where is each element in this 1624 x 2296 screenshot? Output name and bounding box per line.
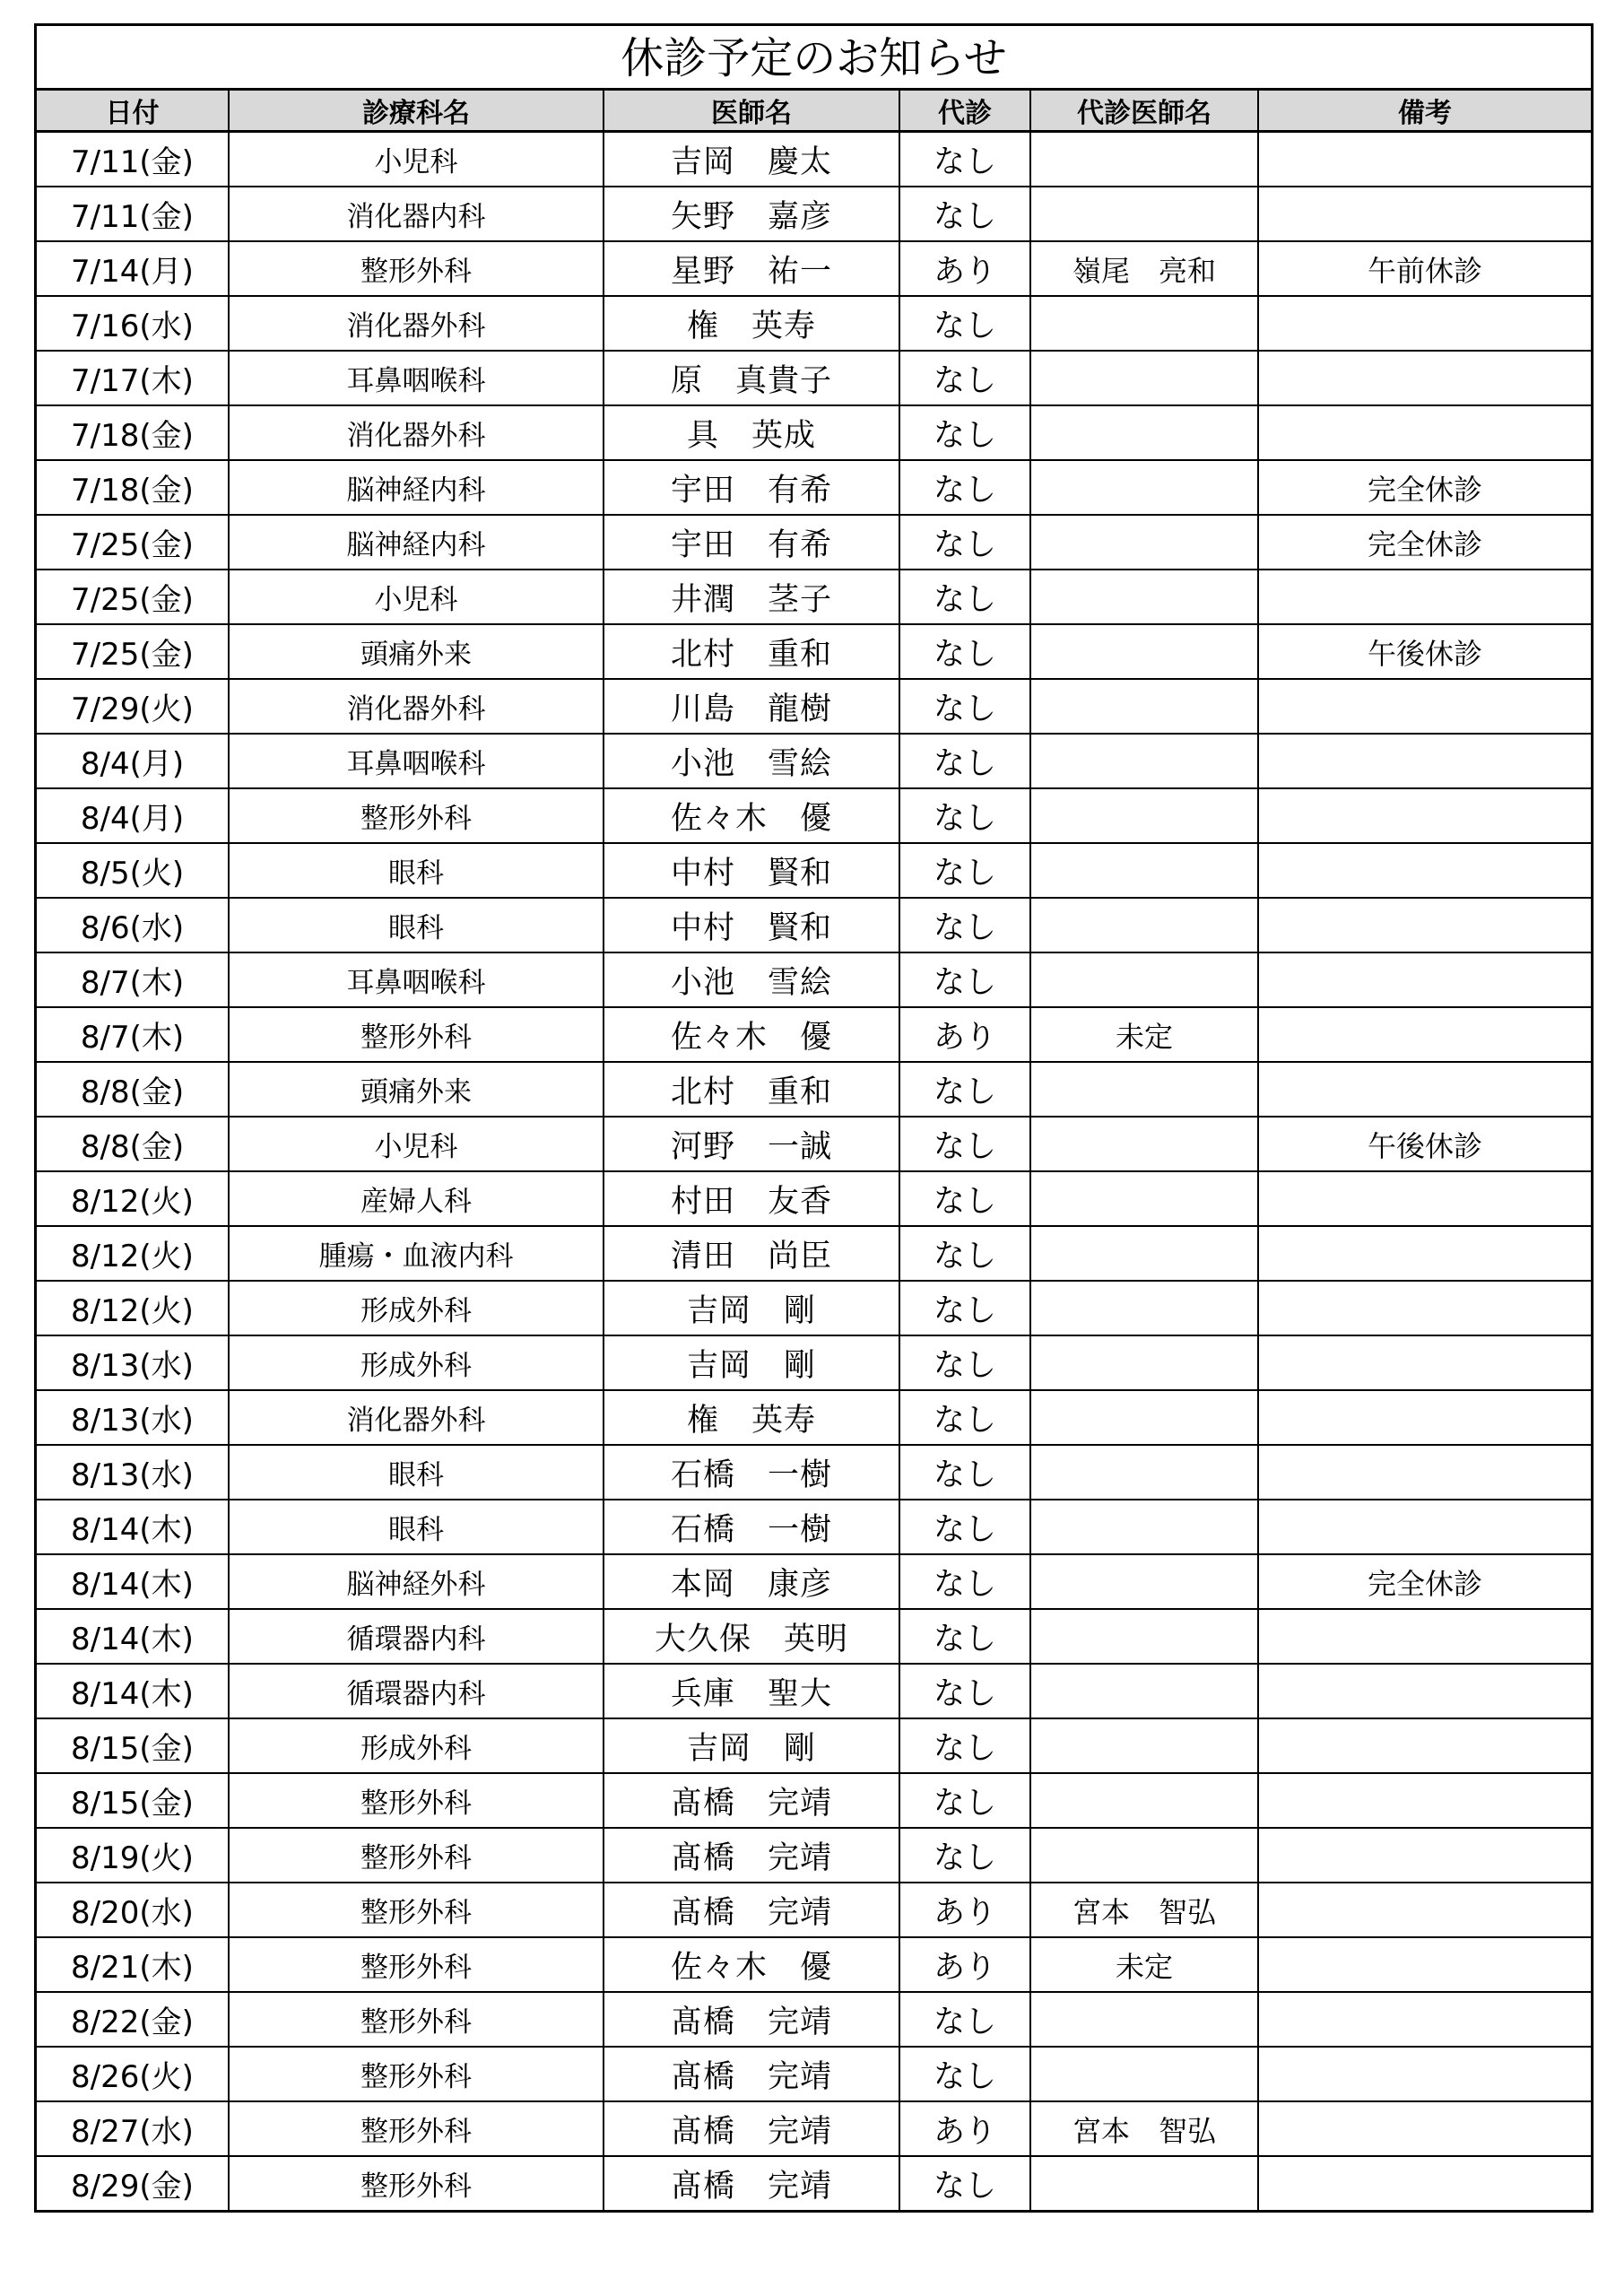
remarks-cell: 午後休診 <box>1258 1117 1591 1171</box>
date-cell: 7/17(木) <box>37 351 229 405</box>
table-row <box>37 1226 1591 1281</box>
department-cell: 整形外科 <box>229 1992 604 2047</box>
remarks-cell: 午後休診 <box>1258 624 1591 679</box>
substitute-cell: なし <box>899 1500 1030 1554</box>
date-cell: 8/13(水) <box>37 1390 229 1445</box>
date-cell: 8/4(月) <box>37 788 229 843</box>
substitute-cell: なし <box>899 788 1030 843</box>
table-row <box>37 1445 1591 1500</box>
date-cell: 8/26(火) <box>37 2047 229 2101</box>
remarks-cell: 午前休診 <box>1258 241 1591 296</box>
table-row <box>37 351 1591 405</box>
date-cell: 8/14(木) <box>37 1500 229 1554</box>
closure-notice-sheet <box>34 23 1594 2213</box>
date-cell: 7/14(月) <box>37 241 229 296</box>
department-cell: 頭痛外来 <box>229 1062 604 1117</box>
substitute-doctor-cell <box>1030 1062 1258 1117</box>
remarks-cell <box>1258 296 1591 351</box>
substitute-doctor-cell: 宮本 智弘 <box>1030 2101 1258 2156</box>
date-cell: 7/25(金) <box>37 570 229 624</box>
table-row <box>37 2101 1591 2156</box>
doctor-cell: 吉岡 剛 <box>604 1281 899 1335</box>
substitute-doctor-cell <box>1030 1718 1258 1773</box>
table-row <box>37 405 1591 460</box>
date-cell: 8/6(水) <box>37 898 229 952</box>
department-cell: 産婦人科 <box>229 1171 604 1226</box>
substitute-cell: なし <box>899 2047 1030 2101</box>
substitute-cell: なし <box>899 1828 1030 1883</box>
substitute-cell: なし <box>899 1390 1030 1445</box>
date-cell: 8/12(火) <box>37 1171 229 1226</box>
substitute-doctor-cell <box>1030 2156 1258 2210</box>
remarks-cell: 完全休診 <box>1258 515 1591 570</box>
remarks-cell <box>1258 679 1591 734</box>
remarks-cell <box>1258 1773 1591 1828</box>
substitute-doctor-cell <box>1030 132 1258 187</box>
substitute-cell: なし <box>899 679 1030 734</box>
department-cell: 眼科 <box>229 1445 604 1500</box>
department-cell: 整形外科 <box>229 1773 604 1828</box>
department-cell: 整形外科 <box>229 1883 604 1937</box>
department-cell: 小児科 <box>229 1117 604 1171</box>
remarks-cell <box>1258 1664 1591 1718</box>
substitute-doctor-cell <box>1030 405 1258 460</box>
substitute-doctor-cell <box>1030 1171 1258 1226</box>
doctor-cell: 清田 尚臣 <box>604 1226 899 1281</box>
remarks-cell <box>1258 1062 1591 1117</box>
table-row <box>37 679 1591 734</box>
department-cell: 消化器外科 <box>229 296 604 351</box>
substitute-cell: なし <box>899 515 1030 570</box>
date-cell: 8/20(水) <box>37 1883 229 1937</box>
date-cell: 7/29(火) <box>37 679 229 734</box>
table-row <box>37 296 1591 351</box>
substitute-cell: なし <box>899 460 1030 515</box>
table-row <box>37 898 1591 952</box>
table-row <box>37 1937 1591 1992</box>
substitute-doctor-cell <box>1030 624 1258 679</box>
doctor-cell: 中村 賢和 <box>604 843 899 898</box>
doctor-cell: 髙橋 完靖 <box>604 1883 899 1937</box>
remarks-cell <box>1258 1718 1591 1773</box>
substitute-cell: なし <box>899 843 1030 898</box>
substitute-doctor-cell <box>1030 1828 1258 1883</box>
date-cell: 8/29(金) <box>37 2156 229 2210</box>
doctor-cell: 北村 重和 <box>604 1062 899 1117</box>
table-row <box>37 1281 1591 1335</box>
table-row <box>37 1828 1591 1883</box>
remarks-cell <box>1258 1281 1591 1335</box>
table-row <box>37 1773 1591 1828</box>
substitute-doctor-cell <box>1030 843 1258 898</box>
substitute-cell: なし <box>899 1773 1030 1828</box>
doctor-cell: 小池 雪絵 <box>604 952 899 1007</box>
substitute-doctor-cell <box>1030 898 1258 952</box>
substitute-doctor-cell <box>1030 1117 1258 1171</box>
doctor-cell: 髙橋 完靖 <box>604 2156 899 2210</box>
substitute-doctor-cell <box>1030 2047 1258 2101</box>
remarks-cell <box>1258 1937 1591 1992</box>
substitute-doctor-cell <box>1030 788 1258 843</box>
department-cell: 消化器外科 <box>229 405 604 460</box>
doctor-cell: 具 英成 <box>604 405 899 460</box>
date-cell: 8/14(木) <box>37 1609 229 1664</box>
department-cell: 消化器内科 <box>229 187 604 241</box>
doctor-cell: 髙橋 完靖 <box>604 1992 899 2047</box>
department-cell: 眼科 <box>229 898 604 952</box>
substitute-cell: なし <box>899 1718 1030 1773</box>
doctor-cell: 北村 重和 <box>604 624 899 679</box>
substitute-doctor-cell <box>1030 1500 1258 1554</box>
remarks-cell <box>1258 1226 1591 1281</box>
department-cell: 整形外科 <box>229 1937 604 1992</box>
remarks-cell <box>1258 843 1591 898</box>
table-row <box>37 952 1591 1007</box>
table-row <box>37 570 1591 624</box>
remarks-cell: 完全休診 <box>1258 1554 1591 1609</box>
table-row <box>37 1171 1591 1226</box>
remarks-cell <box>1258 1609 1591 1664</box>
doctor-cell: 宇田 有希 <box>604 460 899 515</box>
doctor-cell: 川島 龍樹 <box>604 679 899 734</box>
date-cell: 8/12(火) <box>37 1281 229 1335</box>
substitute-cell: なし <box>899 952 1030 1007</box>
substitute-cell: なし <box>899 624 1030 679</box>
date-cell: 8/4(月) <box>37 734 229 788</box>
table-row <box>37 1500 1591 1554</box>
doctor-cell: 石橋 一樹 <box>604 1445 899 1500</box>
doctor-cell: 吉岡 剛 <box>604 1718 899 1773</box>
doctor-cell: 権 英寿 <box>604 1390 899 1445</box>
department-cell: 整形外科 <box>229 2047 604 2101</box>
department-cell: 耳鼻咽喉科 <box>229 351 604 405</box>
date-cell: 8/21(木) <box>37 1937 229 1992</box>
header-department: 診療科名 <box>229 91 604 132</box>
table-row <box>37 1335 1591 1390</box>
department-cell: 耳鼻咽喉科 <box>229 734 604 788</box>
doctor-cell: 佐々木 優 <box>604 1007 899 1062</box>
schedule-table <box>37 91 1591 2210</box>
date-cell: 8/12(火) <box>37 1226 229 1281</box>
substitute-cell: あり <box>899 1007 1030 1062</box>
remarks-cell <box>1258 132 1591 187</box>
substitute-cell: なし <box>899 570 1030 624</box>
substitute-cell: なし <box>899 1171 1030 1226</box>
substitute-doctor-cell <box>1030 1609 1258 1664</box>
substitute-doctor-cell <box>1030 1554 1258 1609</box>
department-cell: 整形外科 <box>229 1007 604 1062</box>
substitute-doctor-cell <box>1030 187 1258 241</box>
substitute-cell: あり <box>899 1883 1030 1937</box>
substitute-doctor-cell <box>1030 1390 1258 1445</box>
header-substitute: 代診 <box>899 91 1030 132</box>
department-cell: 循環器内科 <box>229 1609 604 1664</box>
date-cell: 8/7(木) <box>37 952 229 1007</box>
remarks-cell <box>1258 1828 1591 1883</box>
date-cell: 7/25(金) <box>37 624 229 679</box>
remarks-cell <box>1258 1390 1591 1445</box>
table-row <box>37 1664 1591 1718</box>
date-cell: 8/19(火) <box>37 1828 229 1883</box>
table-row <box>37 1007 1591 1062</box>
doctor-cell: 星野 祐一 <box>604 241 899 296</box>
remarks-cell <box>1258 952 1591 1007</box>
table-row <box>37 187 1591 241</box>
substitute-cell: あり <box>899 241 1030 296</box>
substitute-cell: なし <box>899 1062 1030 1117</box>
table-row <box>37 515 1591 570</box>
remarks-cell <box>1258 788 1591 843</box>
substitute-cell: なし <box>899 898 1030 952</box>
remarks-cell <box>1258 1007 1591 1062</box>
table-row <box>37 2047 1591 2101</box>
table-row <box>37 1390 1591 1445</box>
substitute-doctor-cell <box>1030 1335 1258 1390</box>
department-cell: 整形外科 <box>229 1828 604 1883</box>
date-cell: 8/14(木) <box>37 1554 229 1609</box>
doctor-cell: 小池 雪絵 <box>604 734 899 788</box>
substitute-doctor-cell <box>1030 1664 1258 1718</box>
table-header-row <box>37 91 1591 132</box>
remarks-cell <box>1258 187 1591 241</box>
substitute-doctor-cell <box>1030 1445 1258 1500</box>
department-cell: 小児科 <box>229 570 604 624</box>
table-row <box>37 2156 1591 2210</box>
department-cell: 形成外科 <box>229 1335 604 1390</box>
substitute-cell: なし <box>899 1281 1030 1335</box>
doctor-cell: 兵庫 聖大 <box>604 1664 899 1718</box>
remarks-cell <box>1258 2101 1591 2156</box>
department-cell: 循環器内科 <box>229 1664 604 1718</box>
table-row <box>37 460 1591 515</box>
date-cell: 8/22(金) <box>37 1992 229 2047</box>
remarks-cell: 完全休診 <box>1258 460 1591 515</box>
substitute-cell: なし <box>899 351 1030 405</box>
substitute-doctor-cell <box>1030 570 1258 624</box>
doctor-cell: 石橋 一樹 <box>604 1500 899 1554</box>
remarks-cell <box>1258 1445 1591 1500</box>
substitute-doctor-cell <box>1030 296 1258 351</box>
table-body <box>37 132 1591 2211</box>
substitute-cell: なし <box>899 1445 1030 1500</box>
doctor-cell: 宇田 有希 <box>604 515 899 570</box>
substitute-cell: なし <box>899 1664 1030 1718</box>
department-cell: 消化器外科 <box>229 1390 604 1445</box>
remarks-cell <box>1258 405 1591 460</box>
substitute-cell: なし <box>899 1554 1030 1609</box>
department-cell: 脳神経内科 <box>229 460 604 515</box>
substitute-cell: なし <box>899 1609 1030 1664</box>
department-cell: 腫瘍・血液内科 <box>229 1226 604 1281</box>
remarks-cell <box>1258 1992 1591 2047</box>
department-cell: 頭痛外来 <box>229 624 604 679</box>
substitute-doctor-cell <box>1030 1226 1258 1281</box>
date-cell: 7/25(金) <box>37 515 229 570</box>
substitute-cell: あり <box>899 1937 1030 1992</box>
substitute-doctor-cell: 宮本 智弘 <box>1030 1883 1258 1937</box>
doctor-cell: 大久保 英明 <box>604 1609 899 1664</box>
department-cell: 耳鼻咽喉科 <box>229 952 604 1007</box>
date-cell: 7/18(金) <box>37 405 229 460</box>
substitute-doctor-cell <box>1030 1992 1258 2047</box>
table-row <box>37 1883 1591 1937</box>
date-cell: 8/15(金) <box>37 1773 229 1828</box>
date-cell: 8/15(金) <box>37 1718 229 1773</box>
table-row <box>37 132 1591 187</box>
date-cell: 8/27(水) <box>37 2101 229 2156</box>
remarks-cell <box>1258 570 1591 624</box>
table-row <box>37 1718 1591 1773</box>
substitute-cell: なし <box>899 405 1030 460</box>
doctor-cell: 権 英寿 <box>604 296 899 351</box>
remarks-cell <box>1258 1883 1591 1937</box>
doctor-cell: 原 真貴子 <box>604 351 899 405</box>
department-cell: 脳神経外科 <box>229 1554 604 1609</box>
remarks-cell <box>1258 2047 1591 2101</box>
department-cell: 整形外科 <box>229 2101 604 2156</box>
substitute-cell: なし <box>899 734 1030 788</box>
date-cell: 7/11(金) <box>37 132 229 187</box>
remarks-cell <box>1258 1335 1591 1390</box>
substitute-cell: なし <box>899 2156 1030 2210</box>
department-cell: 小児科 <box>229 132 604 187</box>
remarks-cell <box>1258 734 1591 788</box>
department-cell: 眼科 <box>229 843 604 898</box>
header-doctor: 医師名 <box>604 91 899 132</box>
department-cell: 整形外科 <box>229 788 604 843</box>
department-cell: 整形外科 <box>229 2156 604 2210</box>
header-remarks: 備考 <box>1258 91 1591 132</box>
table-row <box>37 843 1591 898</box>
substitute-doctor-cell <box>1030 952 1258 1007</box>
doctor-cell: 吉岡 慶太 <box>604 132 899 187</box>
department-cell: 形成外科 <box>229 1718 604 1773</box>
doctor-cell: 髙橋 完靖 <box>604 2047 899 2101</box>
header-date: 日付 <box>37 91 229 132</box>
doctor-cell: 髙橋 完靖 <box>604 1773 899 1828</box>
substitute-doctor-cell: 未定 <box>1030 1937 1258 1992</box>
substitute-doctor-cell <box>1030 1281 1258 1335</box>
substitute-doctor-cell: 嶺尾 亮和 <box>1030 241 1258 296</box>
date-cell: 8/8(金) <box>37 1062 229 1117</box>
table-row <box>37 734 1591 788</box>
doctor-cell: 中村 賢和 <box>604 898 899 952</box>
date-cell: 7/18(金) <box>37 460 229 515</box>
remarks-cell <box>1258 2156 1591 2210</box>
substitute-cell: なし <box>899 296 1030 351</box>
department-cell: 形成外科 <box>229 1281 604 1335</box>
substitute-cell: あり <box>899 2101 1030 2156</box>
doctor-cell: 佐々木 優 <box>604 1937 899 1992</box>
substitute-doctor-cell <box>1030 679 1258 734</box>
date-cell: 8/5(火) <box>37 843 229 898</box>
doctor-cell: 矢野 嘉彦 <box>604 187 899 241</box>
substitute-doctor-cell <box>1030 1773 1258 1828</box>
doctor-cell: 髙橋 完靖 <box>604 2101 899 2156</box>
table-row <box>37 1117 1591 1171</box>
substitute-doctor-cell <box>1030 351 1258 405</box>
substitute-cell: なし <box>899 187 1030 241</box>
remarks-cell <box>1258 898 1591 952</box>
substitute-doctor-cell <box>1030 460 1258 515</box>
department-cell: 眼科 <box>229 1500 604 1554</box>
doctor-cell: 吉岡 剛 <box>604 1335 899 1390</box>
header-substitute-doctor: 代診医師名 <box>1030 91 1258 132</box>
substitute-doctor-cell <box>1030 734 1258 788</box>
date-cell: 7/11(金) <box>37 187 229 241</box>
remarks-cell <box>1258 1171 1591 1226</box>
table-row <box>37 241 1591 296</box>
remarks-cell <box>1258 351 1591 405</box>
remarks-cell <box>1258 1500 1591 1554</box>
department-cell: 整形外科 <box>229 241 604 296</box>
doctor-cell: 髙橋 完靖 <box>604 1828 899 1883</box>
substitute-doctor-cell <box>1030 515 1258 570</box>
page-title: 休診予定のお知らせ <box>37 26 1591 91</box>
table-row <box>37 1609 1591 1664</box>
date-cell: 8/8(金) <box>37 1117 229 1171</box>
substitute-cell: なし <box>899 1117 1030 1171</box>
substitute-cell: なし <box>899 1335 1030 1390</box>
table-row <box>37 624 1591 679</box>
substitute-cell: なし <box>899 132 1030 187</box>
department-cell: 脳神経内科 <box>229 515 604 570</box>
table-row <box>37 788 1591 843</box>
date-cell: 8/14(木) <box>37 1664 229 1718</box>
table-row <box>37 1554 1591 1609</box>
table-row <box>37 1992 1591 2047</box>
substitute-cell: なし <box>899 1226 1030 1281</box>
date-cell: 8/13(水) <box>37 1335 229 1390</box>
date-cell: 7/16(水) <box>37 296 229 351</box>
date-cell: 8/13(水) <box>37 1445 229 1500</box>
doctor-cell: 村田 友香 <box>604 1171 899 1226</box>
doctor-cell: 井潤 茎子 <box>604 570 899 624</box>
date-cell: 8/7(木) <box>37 1007 229 1062</box>
doctor-cell: 佐々木 優 <box>604 788 899 843</box>
doctor-cell: 河野 一誠 <box>604 1117 899 1171</box>
substitute-doctor-cell: 未定 <box>1030 1007 1258 1062</box>
table-row <box>37 1062 1591 1117</box>
doctor-cell: 本岡 康彦 <box>604 1554 899 1609</box>
substitute-cell: なし <box>899 1992 1030 2047</box>
department-cell: 消化器外科 <box>229 679 604 734</box>
